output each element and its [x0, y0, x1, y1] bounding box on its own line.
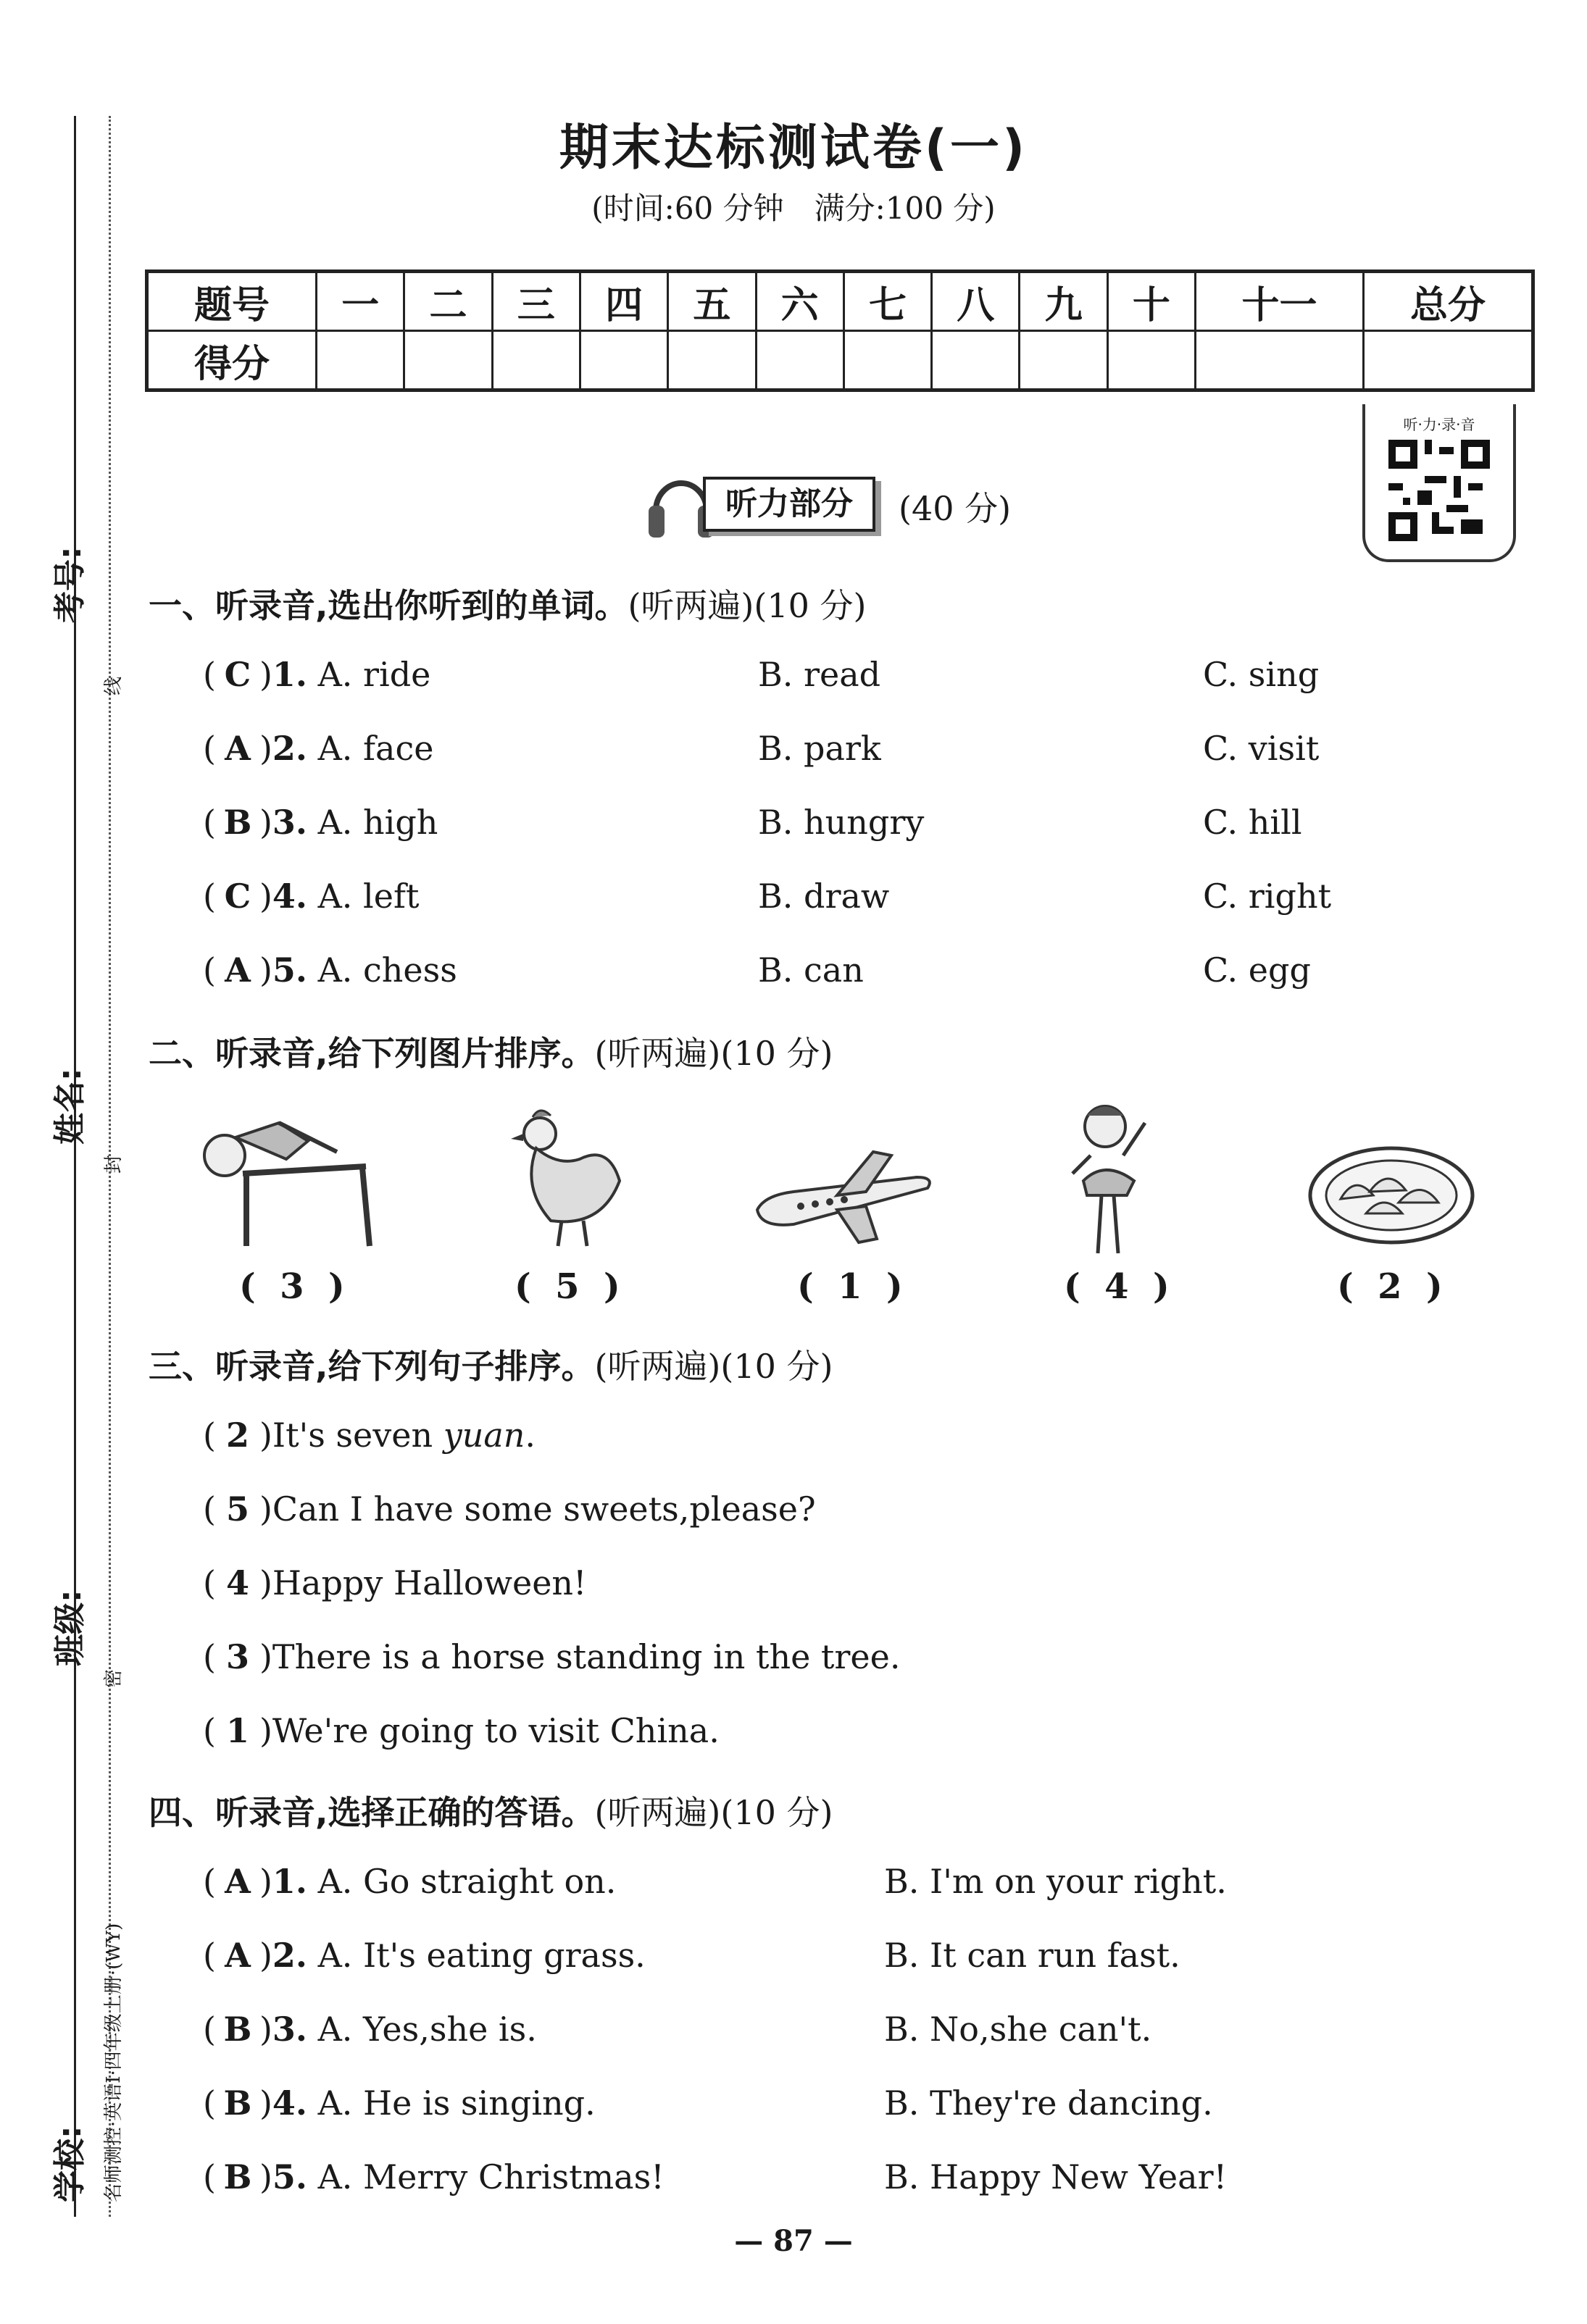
- section4-row-2: [203, 1936, 1507, 1975]
- paren-close: ): [259, 2157, 272, 2196]
- paren-open: (: [203, 2010, 216, 2049]
- section3-row-1: [203, 1416, 536, 1455]
- score-cell: 十一: [1196, 272, 1364, 331]
- airplane-icon: [750, 1137, 938, 1246]
- section1-row-2: [203, 729, 1507, 768]
- option-b: B. read: [758, 655, 881, 694]
- answer: 4: [225, 1563, 249, 1602]
- section3-row-5: [203, 1711, 720, 1750]
- section4-row-5: [203, 2157, 1507, 2196]
- score-cell: 十: [1107, 272, 1195, 331]
- option-a: A. Go straight on.: [317, 1862, 617, 1901]
- answer: A: [225, 1936, 251, 1975]
- score-input-cell[interactable]: [404, 331, 492, 390]
- item-number: 2.: [272, 1936, 307, 1975]
- dense-mark: 密: [103, 1668, 125, 1688]
- item-number: 4.: [272, 2083, 307, 2123]
- picture-1-answer: ( 3 ): [239, 1266, 345, 1307]
- paren-open: (: [203, 1637, 216, 1676]
- score-input-cell[interactable]: [317, 331, 404, 390]
- section4-row-4: [203, 2083, 1507, 2123]
- picture-5-answer: ( 2 ): [1337, 1266, 1443, 1307]
- section1-row-3: [203, 803, 1507, 842]
- name-label: 姓名:: [51, 1068, 88, 1145]
- paren-close: ): [259, 729, 272, 768]
- sentence-italic: yuan: [443, 1416, 525, 1455]
- paren-close: ): [259, 1489, 272, 1529]
- score-cell: 七: [844, 272, 931, 331]
- option-b: B. hungry: [758, 803, 925, 842]
- answer: 5: [555, 1266, 580, 1307]
- seal-mark: 封: [103, 1154, 125, 1174]
- hen-icon: [500, 1101, 630, 1261]
- item-number: 5.: [272, 2157, 307, 2196]
- option-b: B. No,she can't.: [884, 2010, 1152, 2049]
- answer: C: [224, 877, 251, 916]
- score-input-cell[interactable]: [492, 331, 580, 390]
- section4-row-3: [203, 2010, 1507, 2049]
- paren-open: (: [203, 1416, 216, 1455]
- score-cell: 总分: [1363, 272, 1533, 331]
- option-b: B. can: [758, 950, 864, 990]
- score-cell: 一: [317, 272, 404, 331]
- paren-close: ): [259, 655, 272, 694]
- answer: A: [225, 950, 251, 990]
- qr-code-icon: [1388, 440, 1490, 541]
- score-input-cell[interactable]: [844, 331, 931, 390]
- paren-close: ): [259, 950, 272, 990]
- sentence-tail: .: [525, 1416, 536, 1455]
- gymnast-on-bar-icon: [192, 1108, 380, 1253]
- score-cell: 六: [756, 272, 844, 331]
- item-number: 2.: [272, 729, 307, 768]
- dancing-girl-icon: [1054, 1094, 1170, 1268]
- score-cell: 三: [492, 272, 580, 331]
- item-number: 1.: [272, 1862, 307, 1901]
- option-a: A. Yes,she is.: [317, 2010, 537, 2049]
- score-input-cell[interactable]: [1363, 331, 1533, 390]
- section3-row-2: [203, 1489, 816, 1529]
- answer: B: [223, 2157, 252, 2196]
- score-input-cell[interactable]: [668, 331, 756, 390]
- option-c: C. egg: [1203, 950, 1311, 990]
- picture-4-answer: ( 4 ): [1064, 1266, 1170, 1307]
- answer: 2: [225, 1416, 249, 1455]
- picture-2-answer: ( 5 ): [515, 1266, 620, 1307]
- sentence: Happy Halloween!: [272, 1563, 587, 1602]
- paren-open: (: [203, 2083, 216, 2123]
- item-number: 1.: [272, 655, 307, 694]
- section4-row-1: [203, 1862, 1507, 1901]
- paren-open: (: [203, 803, 216, 842]
- paren-open: (: [203, 877, 216, 916]
- answer: 3: [225, 1637, 249, 1676]
- paren-close: ): [259, 877, 272, 916]
- picture-3-answer: ( 1 ): [797, 1266, 903, 1307]
- paren-open: (: [203, 1711, 216, 1750]
- answer: 2: [1378, 1266, 1402, 1307]
- page-subtitle: (时间:60 分钟 满分:100 分): [591, 191, 996, 226]
- option-b: B. I'm on your right.: [884, 1862, 1227, 1901]
- paren-open: (: [203, 1563, 216, 1602]
- score-input-cell[interactable]: [756, 331, 844, 390]
- option-c: C. hill: [1203, 803, 1302, 842]
- score-table: [145, 269, 1535, 392]
- item-number: 3.: [272, 2010, 307, 2049]
- option-b: B. They're dancing.: [884, 2083, 1213, 2123]
- paren-close: ): [259, 2083, 272, 2123]
- paren-open: (: [203, 1489, 216, 1529]
- option-c: C. right: [1203, 877, 1332, 916]
- section1-heading: [149, 580, 866, 627]
- paren-open: (: [203, 1936, 216, 1975]
- option-a: A. It's eating grass.: [317, 1936, 646, 1975]
- section2-title: 二、听录音,给下列图片排序。: [149, 1034, 595, 1073]
- sentence: Can I have some sweets,please?: [272, 1489, 816, 1529]
- score-cell: 题号: [147, 272, 317, 331]
- option-a: A. He is singing.: [317, 2083, 596, 2123]
- answer: 3: [280, 1266, 304, 1307]
- section4-title: 四、听录音,选择正确的答语。: [149, 1793, 595, 1832]
- qr-label: 听·力·录·音: [1403, 416, 1475, 433]
- section1-row-5: [203, 950, 1507, 990]
- answer: B: [223, 2010, 252, 2049]
- score-input-cell[interactable]: [1020, 331, 1107, 390]
- answer: B: [223, 2083, 252, 2123]
- answer: A: [225, 729, 251, 768]
- margin-solid-line: [74, 116, 76, 2217]
- section4-note: (听两遍)(10 分): [594, 1793, 833, 1832]
- section1-note: (听两遍)(10 分): [628, 586, 867, 625]
- paren-close: ): [259, 1711, 272, 1750]
- score-input-cell[interactable]: [932, 331, 1020, 390]
- option-a: A. face: [317, 729, 434, 768]
- section4-heading: [149, 1786, 833, 1834]
- paren-close: ): [259, 1862, 272, 1901]
- score-input-cell[interactable]: [1107, 331, 1195, 390]
- score-table-score-row: [147, 331, 1533, 390]
- answer: A: [225, 1862, 251, 1901]
- page-title: 期末达标测试卷(一): [559, 120, 1028, 177]
- section1-row-4: [203, 877, 1507, 916]
- score-cell: 四: [580, 272, 667, 331]
- item-number: 5.: [272, 950, 307, 990]
- item-number: 3.: [272, 803, 307, 842]
- score-cell: 八: [932, 272, 1020, 331]
- score-input-cell[interactable]: [580, 331, 667, 390]
- listening-banner-label: 听力部分: [703, 477, 875, 532]
- section1-row-1: [203, 655, 1507, 694]
- option-b: B. Happy New Year!: [884, 2157, 1228, 2196]
- section2-heading: [149, 1027, 833, 1075]
- page-number: — 87 —: [734, 2224, 853, 2258]
- option-a: A. ride: [317, 655, 431, 694]
- item-number: 4.: [272, 877, 307, 916]
- paren-open: (: [203, 655, 216, 694]
- answer: 1: [225, 1711, 249, 1750]
- score-row-label: 得分: [147, 331, 317, 390]
- paren-close: ): [259, 2010, 272, 2049]
- school-label: 学校:: [51, 2126, 88, 2202]
- series-label: 名师测控·英语Ⅰ·四年级上册·(WY): [103, 1923, 125, 2202]
- section3-title: 三、听录音,给下列句子排序。: [149, 1347, 595, 1386]
- listening-banner-points: (40 分): [899, 489, 1012, 528]
- option-a: A. chess: [317, 950, 457, 990]
- option-b: B. park: [758, 729, 881, 768]
- answer: 4: [1104, 1266, 1129, 1307]
- section1-title: 一、听录音,选出你听到的单词。: [149, 586, 628, 625]
- answer: 5: [225, 1489, 249, 1529]
- option-c: C. sing: [1203, 655, 1320, 694]
- score-input-cell[interactable]: [1196, 331, 1364, 390]
- paren-open: (: [203, 1862, 216, 1901]
- score-cell: 二: [404, 272, 492, 331]
- option-b: B. draw: [758, 877, 890, 916]
- section3-row-3: [203, 1563, 587, 1602]
- exam-number-label: 考号:: [51, 546, 88, 623]
- section3-note: (听两遍)(10 分): [594, 1347, 833, 1386]
- qr-code-box[interactable]: [1362, 404, 1516, 562]
- score-table-header-row: [147, 272, 1533, 331]
- option-a: A. high: [317, 803, 438, 842]
- score-cell: 五: [668, 272, 756, 331]
- paren-open: (: [203, 2157, 216, 2196]
- option-c: C. visit: [1203, 729, 1320, 768]
- class-label: 班级:: [51, 1589, 88, 1666]
- option-a: A. Merry Christmas!: [317, 2157, 665, 2196]
- section3-heading: [149, 1340, 833, 1388]
- score-cell: 九: [1020, 272, 1107, 331]
- paren-open: (: [203, 729, 216, 768]
- sentence: It's seven: [272, 1416, 443, 1455]
- sentence: We're going to visit China.: [272, 1711, 720, 1750]
- answer: B: [223, 803, 252, 842]
- section2-note: (听两遍)(10 分): [594, 1034, 833, 1073]
- line-mark: 线: [103, 676, 125, 695]
- option-a: A. left: [317, 877, 420, 916]
- paren-close: ): [259, 1416, 272, 1455]
- answer: C: [224, 655, 251, 694]
- option-b: B. It can run fast.: [884, 1936, 1180, 1975]
- sentence: There is a horse standing in the tree.: [272, 1637, 901, 1676]
- paren-close: ): [259, 1637, 272, 1676]
- section3-row-4: [203, 1637, 900, 1676]
- paren-open: (: [203, 950, 216, 990]
- paren-close: ): [259, 1936, 272, 1975]
- paren-close: ): [259, 1563, 272, 1602]
- answer: 1: [838, 1266, 862, 1307]
- paren-close: ): [259, 803, 272, 842]
- dumplings-plate-icon: [1304, 1141, 1478, 1250]
